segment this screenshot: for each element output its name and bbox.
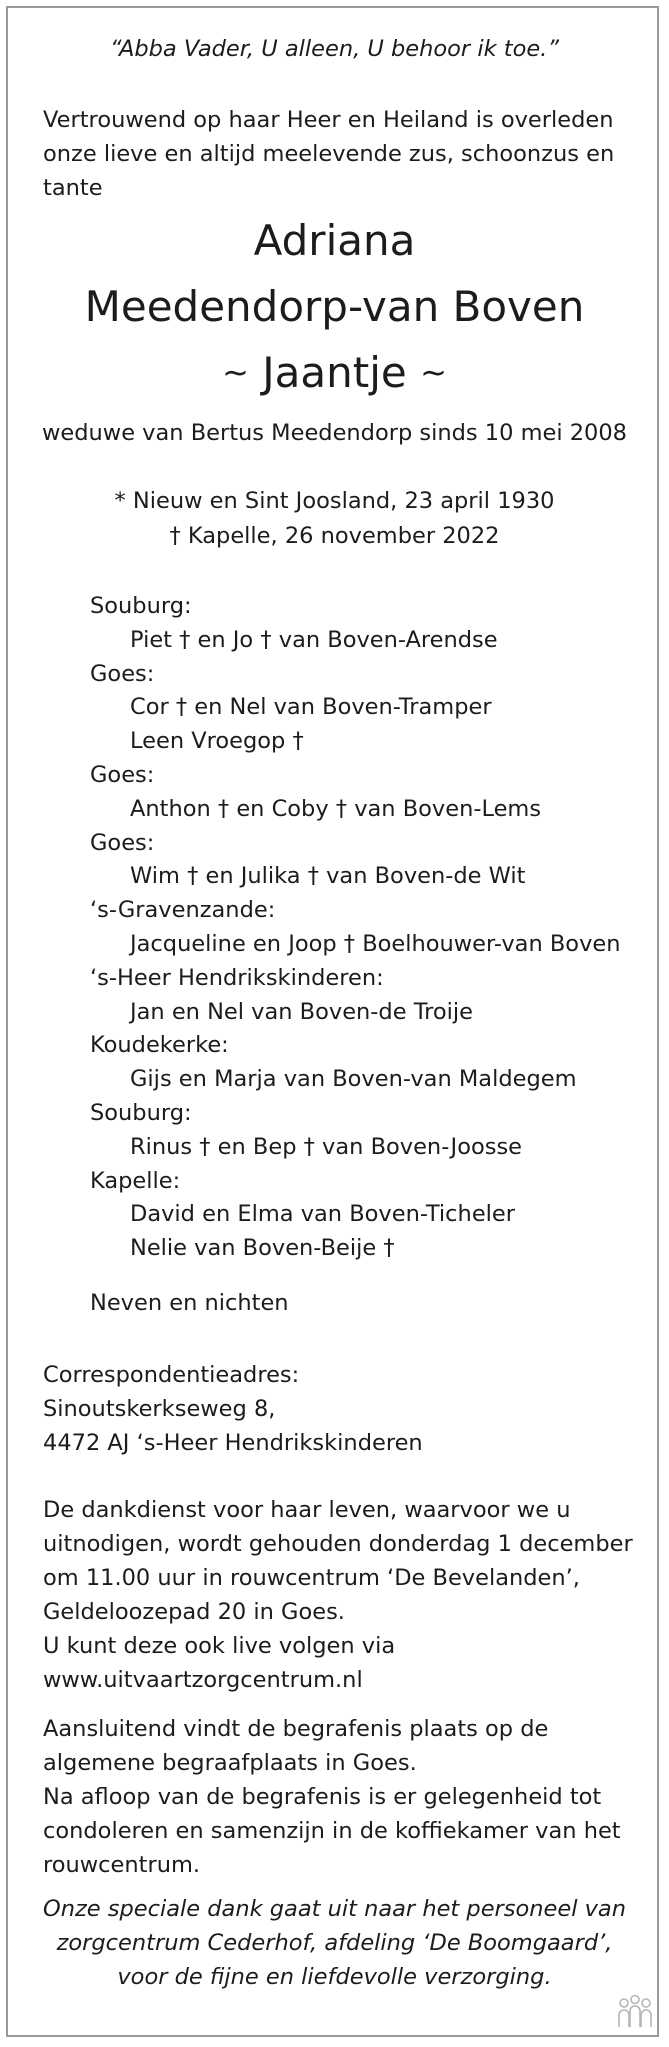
family-place: ‘s-Heer Hendrikskinderen:: [90, 964, 384, 991]
burial-line: algemene begraafplaats in Goes.: [43, 1750, 417, 1776]
service-line: Geldeloozepad 20 in Goes.: [43, 1599, 345, 1625]
thanks-line: voor de fijne en liefdevolle verzorging.: [117, 1963, 552, 1990]
thanks-line: zorgcentrum Cederhof, afdeling ‘De Boomgaard’,: [56, 1929, 613, 1956]
family-member: Cor † en Nel van Boven-Tramper: [130, 694, 492, 721]
family-member: Jacqueline en Joop † Boelhouwer-van Boven: [130, 930, 621, 957]
family-place: Souburg:: [90, 1099, 192, 1126]
burial-line: Na afloop van de begrafenis is er gelegenheid tot: [43, 1784, 602, 1810]
family-list: [90, 590, 621, 1266]
family-member: Jan en Nel van Boven-de Troije: [130, 998, 474, 1025]
family-member: Nelie van Boven-Beije †: [130, 1235, 395, 1262]
correspondence-city: 4472 AJ ‘s-Heer Hendrikskinderen: [43, 1430, 423, 1456]
service-line: U kunt deze ook live volgen via: [43, 1633, 396, 1659]
family-member: David en Elma van Boven-Ticheler: [130, 1201, 516, 1228]
death-line: † Kapelle, 26 november 2022: [169, 523, 500, 549]
nieces-nephews: Neven en nichten: [90, 1290, 289, 1316]
correspondence-address: [43, 1358, 643, 1460]
service-line: om 11.00 uur in rouwcentrum ‘De Bevelanden’,: [43, 1565, 580, 1591]
family-place: ‘s-Gravenzande:: [90, 897, 276, 924]
widow-line: weduwe van Bertus Meedendorp sinds 10 mei 2008: [42, 420, 627, 446]
service-line: De dankdienst voor haar leven, waarvoor we u: [43, 1497, 571, 1523]
family-place: Souburg:: [90, 593, 192, 619]
correspondence-label: Correspondentieadres:: [43, 1362, 300, 1388]
last-name: Meedendorp-van Boven: [84, 282, 585, 331]
family-member: Piet † en Jo † van Boven-Arendse: [130, 626, 498, 653]
family-member: Wim † en Julika † van Boven-de Wit: [130, 863, 526, 890]
family-place: Goes:: [90, 761, 155, 788]
service-line: uitnodigen, wordt gehouden donderdag 1 december: [43, 1531, 633, 1557]
family-place: Goes:: [90, 829, 155, 856]
family-place: Goes:: [90, 660, 155, 687]
tilde-right: ~: [420, 353, 447, 391]
family-member: Anthon † en Coby † van Boven-Lems: [130, 795, 542, 822]
thanks-note: [0, 1893, 669, 1994]
service-info: [43, 1493, 643, 1697]
service-livestream-url[interactable]: www.uitvaartzorgcentrum.nl: [43, 1667, 363, 1693]
tilde-left: ~: [222, 353, 249, 391]
family-member: Leen Vroegop †: [130, 728, 304, 755]
family-place: Koudekerke:: [90, 1032, 229, 1059]
first-name: Adriana: [253, 216, 416, 265]
nickname-text: Jaantje: [262, 348, 407, 397]
motto-quote: “Abba Vader, U alleen, U behoor ik toe.”: [109, 36, 559, 62]
family-member: Gijs en Marja van Boven-van Maldegem: [130, 1066, 577, 1093]
correspondence-street: Sinoutskerkseweg 8,: [43, 1396, 276, 1422]
burial-info: [43, 1712, 643, 1882]
burial-line: rouwcentrum.: [43, 1852, 201, 1878]
intro-text: Vertrouwend op haar Heer en Heiland is overleden onze lieve en altijd meelevende zus, schoonzus en tante: [43, 107, 615, 201]
thanks-line: Onze speciale dank gaat uit naar het personeel van: [42, 1896, 626, 1922]
burial-line: condoleren en samenzijn in de koffiekamer van het: [43, 1818, 621, 1844]
family-place: Kapelle:: [90, 1167, 181, 1194]
nickname: [0, 344, 669, 405]
birth-line: * Nieuw en Sint Joosland, 23 april 1930: [114, 488, 555, 514]
burial-line: Aansluitend vindt de begrafenis plaats op de: [43, 1716, 549, 1742]
people-group-icon: [615, 1994, 655, 2030]
family-member: Rinus † en Bep † van Boven-Joosse: [130, 1133, 523, 1160]
